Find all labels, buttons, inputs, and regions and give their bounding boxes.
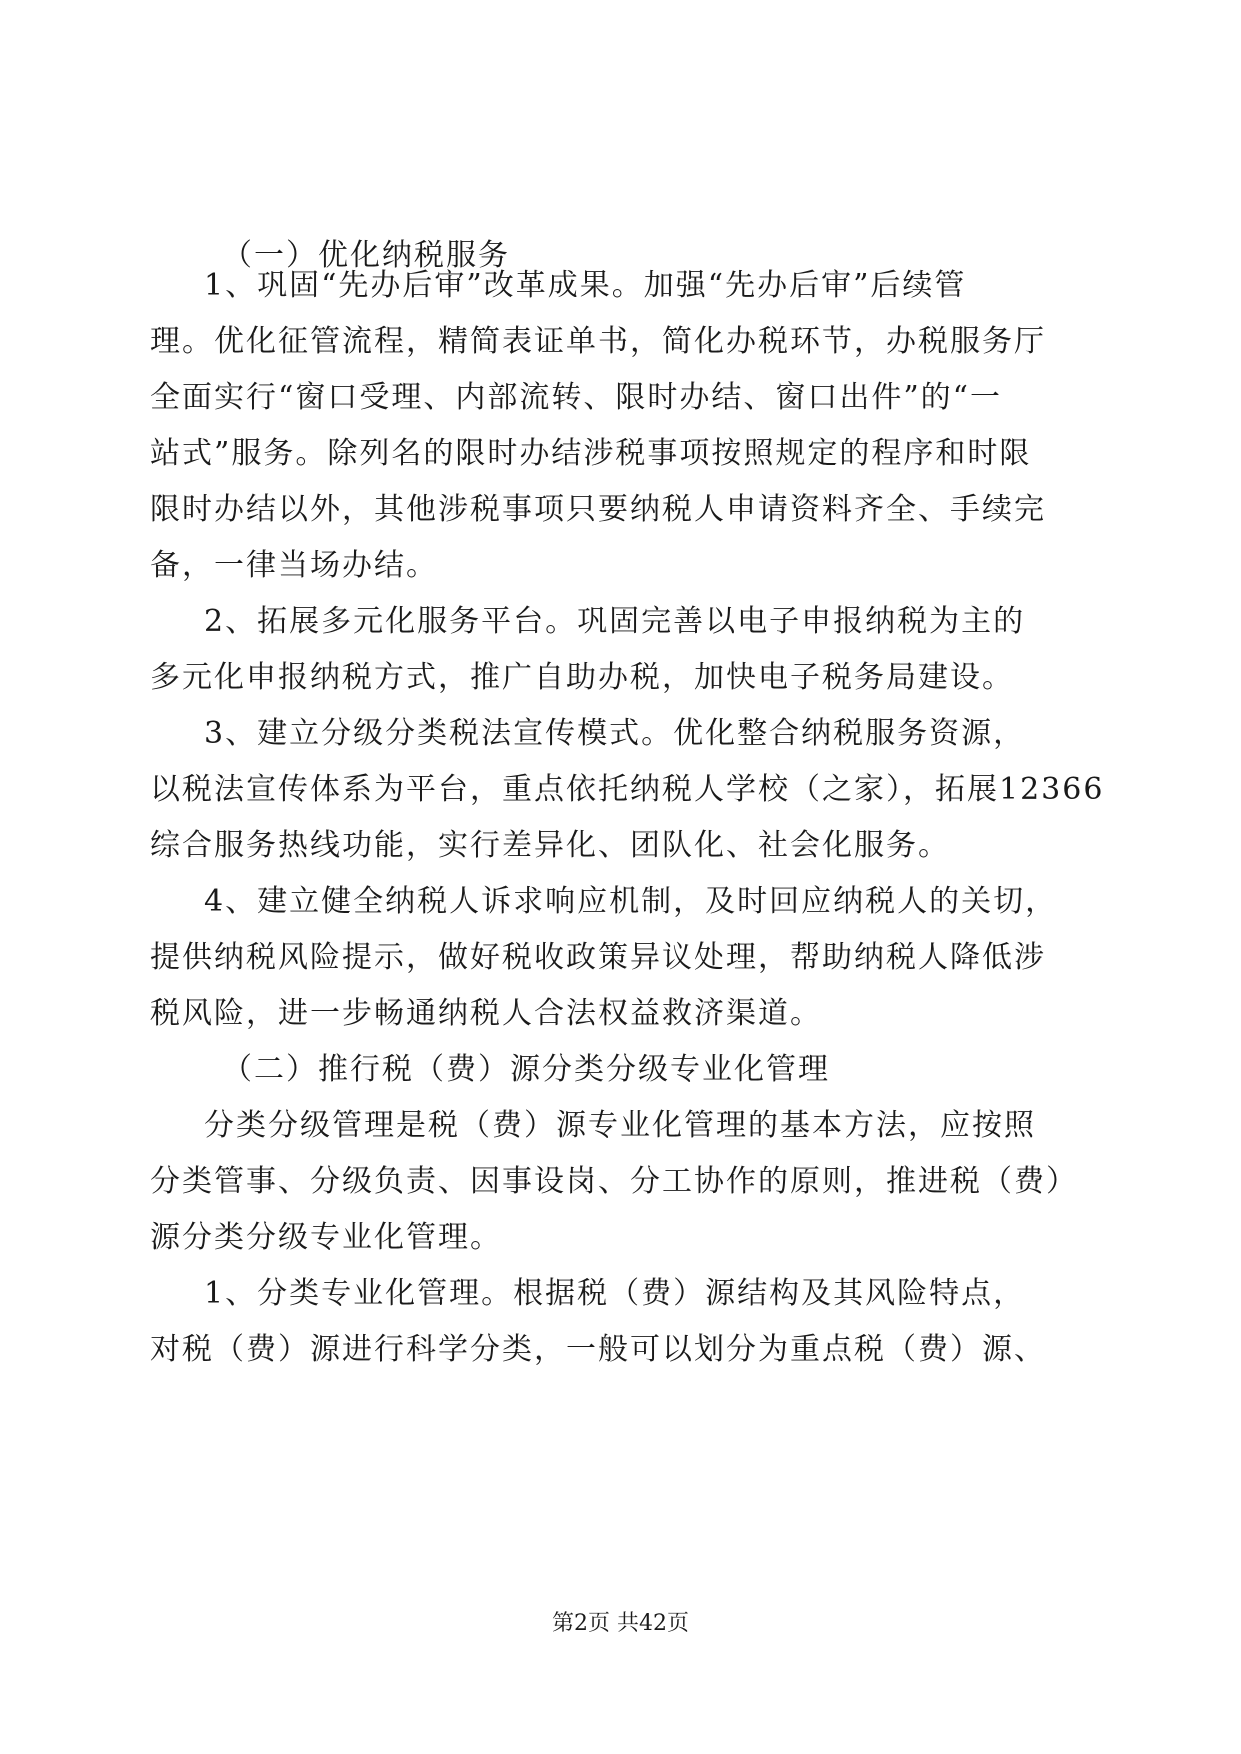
paragraph-line: 1、分类专业化管理。根据税（费）源结构及其风险特点，: [204, 1276, 1026, 1311]
paragraph-line: 限时办结以外，其他涉税事项只要纳税人申请资料齐全、手续完: [150, 492, 1046, 527]
section-heading: （一）优化纳税服务: [222, 238, 510, 273]
paragraph-line: 1、巩固“先办后审”改革成果。加强“先办后审”后续管: [204, 268, 967, 303]
paragraph-line: 综合服务热线功能，实行差异化、团队化、社会化服务。: [150, 828, 950, 863]
page-footer: 第2页 共42页: [552, 1611, 689, 1636]
paragraph-line: 站式”服务。除列名的限时办结涉税事项按照规定的程序和时限: [150, 436, 1032, 471]
paragraph-line: 4、建立健全纳税人诉求响应机制，及时回应纳税人的关切，: [204, 884, 1058, 919]
paragraph-line: 备，一律当场办结。: [150, 548, 438, 583]
paragraph-line: 提供纳税风险提示，做好税收政策异议处理，帮助纳税人降低涉: [150, 940, 1046, 975]
paragraph-line: 分类分级管理是税（费）源专业化管理的基本方法，应按照: [204, 1108, 1036, 1143]
paragraph-line: 以税法宣传体系为平台，重点依托纳税人学校（之家），拓展12366: [150, 772, 1105, 807]
paragraph-line: 全面实行“窗口受理、内部流转、限时办结、窗口出件”的“一: [150, 380, 1003, 415]
paragraph-line: 2、拓展多元化服务平台。巩固完善以电子申报纳税为主的: [204, 604, 1026, 639]
paragraph-line: 税风险，进一步畅通纳税人合法权益救济渠道。: [150, 996, 822, 1031]
paragraph-line: 理。优化征管流程，精简表证单书，简化办税环节，办税服务厅: [150, 324, 1046, 359]
paragraph-line: 对税（费）源进行科学分类，一般可以划分为重点税（费）源、: [150, 1332, 1046, 1367]
paragraph-line: 3、建立分级分类税法宣传模式。优化整合纳税服务资源，: [204, 716, 1026, 751]
paragraph-line: 多元化申报纳税方式，推广自助办税，加快电子税务局建设。: [150, 660, 1014, 695]
paragraph-line: 源分类分级专业化管理。: [150, 1220, 502, 1255]
paragraph-line: 分类管事、分级负责、因事设岗、分工协作的原则，推进税（费）: [150, 1164, 1078, 1199]
section-heading: （二）推行税（费）源分类分级专业化管理: [222, 1052, 830, 1087]
